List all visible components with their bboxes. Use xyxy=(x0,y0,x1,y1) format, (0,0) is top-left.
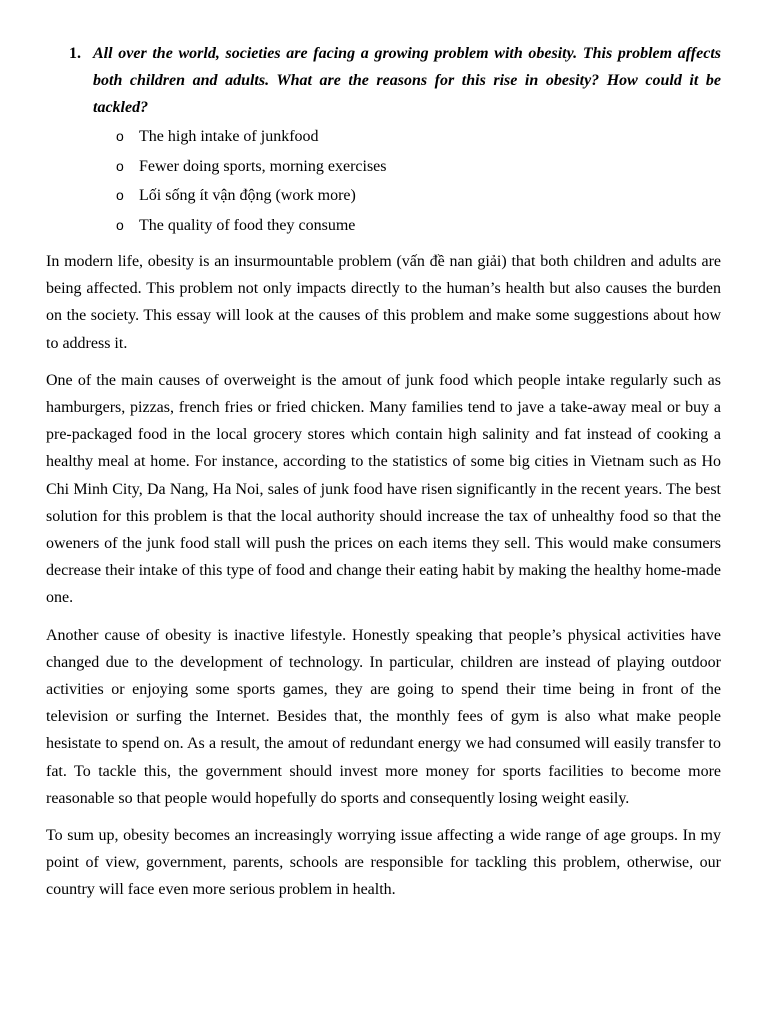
bullet-circle-icon: o xyxy=(116,128,124,144)
list-item-text: Lối sống ít vận động (work more) xyxy=(139,187,356,204)
bullet-circle-icon: o xyxy=(116,187,124,203)
list-item xyxy=(116,211,721,241)
body-paragraph-lifestyle: Another cause of obesity is inactive lifestyle. Honestly speaking that people’s physical activities have changed due to the development of technology. In particular, children are instead of playing outdoor activities or enjoying some sports games, they are going to spend their time being in front of the television or surfing the Internet. Besides that, the monthly fees of gym is also what make people hesistate to spend on. As a result, the amout of redundant energy we had consumed will easily transfer to fat. To tackle this, the government should invest more money for sports facilities to become more reasonable so that people would hopefully do sports and consequently losing weight easily. xyxy=(46,626,721,807)
body-paragraph-junk-food: One of the main causes of overweight is the amout of junk food which people intake regularly such as hamburgers, pizzas, french fries or fried chicken. Many families tend to jave a take-away meal or buy a pre-packaged food in the local grocery stores which contain high salinity and fat instead of cooking a healthy meal at home. For instance, according to the statistics of some big cities in Vietnam such as Ho Chi Minh City, Da Nang, Ha Noi, sales of junk food have risen significantly in the recent years. The best solution for this problem is that the local authority should increase the tax of unhealthy food so that the oweners of the junk food stall will push the prices on each items they sell. This would make consumers decrease their intake of this type of food and change their eating habit by making the healthy home-made one. xyxy=(46,371,721,607)
introduction-paragraph: In modern life, obesity is an insurmountable problem (vấn đề nan giải) that both children and adults are being affected. This problem not only impacts directly to the human’s health but also causes the burden on the society. This essay will look at the causes of this problem and make some suggestions about how to address it. xyxy=(46,253,721,352)
conclusion-paragraph: To sum up, obesity becomes an increasingly worrying issue affecting a wide range of age groups. In my point of view, government, parents, schools are responsible for tackling this problem, otherwise, our country will face even more serious problem in health. xyxy=(46,827,721,899)
bullet-circle-icon: o xyxy=(116,216,124,233)
essay-question xyxy=(69,40,721,121)
list-item xyxy=(116,152,721,182)
bullet-circle-icon: o xyxy=(116,157,124,174)
idea-list xyxy=(46,122,721,240)
question-number: 1. xyxy=(69,45,81,62)
list-item xyxy=(116,122,721,152)
list-item-text: Fewer doing sports, morning exercises xyxy=(139,157,387,175)
document-page xyxy=(46,40,721,904)
list-item xyxy=(116,181,721,211)
list-item-text: The high intake of junkfood xyxy=(139,128,319,145)
question-text: All over the world, societies are facing a growing problem with obesity. This problem affects both children and adults. What are the reasons for this rise in obesity? How could it be tackled? xyxy=(93,45,721,116)
list-item-text: The quality of food they consume xyxy=(139,216,356,234)
